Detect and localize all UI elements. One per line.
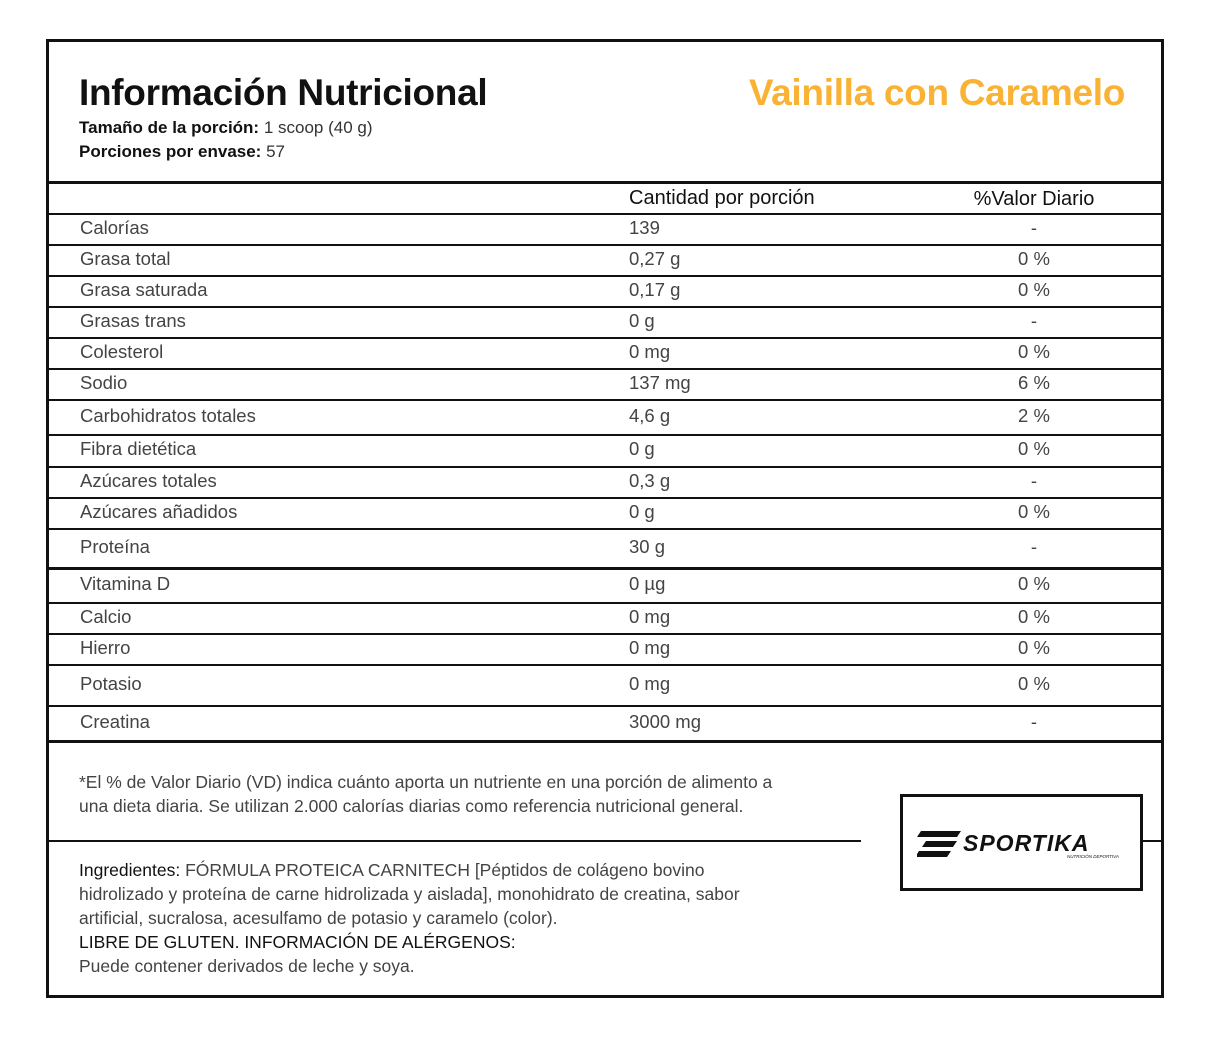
nutrient-name: Colesterol — [80, 340, 164, 362]
logo-tagline: NUTRICIÓN DEPORTIVA — [1067, 854, 1119, 859]
row-divider — [49, 337, 1161, 339]
footnote-line-1: *El % de Valor Diario (VD) indica cuánto aporta un nutriente en una porción de alimento a — [79, 772, 773, 792]
row-divider — [49, 567, 1161, 570]
nutrient-amount: 30 g — [629, 535, 666, 557]
nutrient-daily-value: 0 % — [1018, 636, 1050, 658]
nutrient-daily-value: - — [1030, 710, 1038, 732]
nutrient-name: Creatina — [80, 710, 150, 732]
ingredients-label: Ingredientes: — [79, 860, 181, 880]
header-divider — [49, 181, 1161, 184]
nutrient-daily-value: - — [1030, 216, 1038, 238]
nutrient-amount: 0 mg — [629, 636, 671, 658]
nutrient-amount: 0,27 g — [629, 247, 681, 269]
row-divider — [49, 244, 1161, 246]
nutrient-amount: 0 mg — [629, 672, 671, 694]
servings-value: 57 — [266, 142, 285, 161]
nutrient-amount: 0 µg — [629, 572, 666, 594]
nutrient-daily-value: 2 % — [1018, 404, 1050, 426]
serving-size-label: Tamaño de la porción: — [79, 118, 260, 137]
nutrient-name: Calorías — [80, 216, 149, 238]
nutrient-name: Carbohidratos totales — [80, 404, 256, 426]
sportika-logo-icon — [917, 829, 1129, 859]
nutrient-amount: 0 mg — [629, 605, 671, 627]
nutrient-daily-value: 0 % — [1018, 278, 1050, 300]
nutrient-daily-value: 0 % — [1018, 605, 1050, 627]
label-title: Información Nutricional — [79, 72, 488, 113]
nutrient-name: Grasas trans — [80, 309, 186, 331]
row-divider — [49, 602, 1161, 604]
row-divider — [49, 466, 1161, 468]
col-amount-header: Cantidad por porción — [629, 187, 815, 209]
nutrient-amount: 137 mg — [629, 371, 691, 393]
nutrient-name: Calcio — [80, 605, 132, 627]
ingredients-line-1: FÓRMULA PROTEICA CARNITECH [Péptidos de colágeno bovino — [185, 860, 705, 880]
nutrient-name: Vitamina D — [80, 572, 171, 594]
nutrient-daily-value: - — [1030, 535, 1038, 557]
row-divider — [49, 368, 1161, 370]
row-divider — [49, 705, 1161, 707]
col-dv-header: %Valor Diario — [973, 188, 1095, 210]
nutrient-amount: 139 — [629, 216, 660, 238]
row-divider — [49, 740, 1161, 743]
nutrition-label — [46, 39, 1164, 998]
brand-logo — [900, 794, 1143, 891]
row-divider — [49, 399, 1161, 401]
flavor-name: Vainilla con Caramelo — [748, 72, 1125, 113]
footnote-divider-right — [1143, 840, 1161, 842]
footnote-line-2: una dieta diaria. Se utilizan 2.000 calorías diarias como referencia nutricional general. — [79, 796, 744, 816]
row-divider — [49, 528, 1161, 530]
nutrient-daily-value: 0 % — [1018, 247, 1050, 269]
nutrient-daily-value: 0 % — [1018, 500, 1050, 522]
nutrient-amount: 0,17 g — [629, 278, 681, 300]
table-header-divider — [49, 213, 1161, 215]
row-divider — [49, 275, 1161, 277]
nutrient-daily-value: 0 % — [1018, 340, 1050, 362]
nutrient-name: Azúcares añadidos — [80, 500, 238, 522]
allergen-title: LIBRE DE GLUTEN. INFORMACIÓN DE ALÉRGENOS: — [79, 932, 516, 952]
nutrient-daily-value: 6 % — [1018, 371, 1050, 393]
nutrient-amount: 0,3 g — [629, 469, 671, 491]
nutrient-daily-value: - — [1030, 309, 1038, 331]
serving-size-value: 1 scoop (40 g) — [263, 118, 373, 137]
logo-brand: SPORTIKA — [963, 830, 1090, 856]
footnote — [79, 770, 772, 818]
nutrient-name: Grasa total — [80, 247, 171, 269]
serving-size — [79, 118, 373, 138]
nutrient-daily-value: 0 % — [1018, 438, 1050, 459]
row-divider — [49, 664, 1161, 666]
nutrient-name: Potasio — [80, 672, 142, 694]
row-divider — [49, 434, 1161, 436]
footnote-divider — [49, 840, 861, 842]
nutrient-amount: 0 g — [629, 438, 655, 459]
nutrient-amount: 3000 mg — [629, 710, 701, 732]
nutrient-name: Fibra dietética — [80, 438, 197, 459]
nutrient-amount: 0 mg — [629, 340, 671, 362]
ingredients-line-3: artificial, sucralosa, acesulfamo de potasio y caramelo (color). — [79, 908, 558, 928]
allergen-text: Puede contener derivados de leche y soya. — [79, 956, 415, 976]
nutrient-name: Grasa saturada — [80, 278, 208, 300]
nutrient-daily-value: 0 % — [1018, 572, 1050, 594]
row-divider — [49, 497, 1161, 499]
row-divider — [49, 633, 1161, 635]
ingredients-line-2: hidrolizado y proteína de carne hidrolizada y aislada], monohidrato de creatina, sabor — [79, 884, 740, 904]
nutrient-name: Hierro — [80, 636, 131, 658]
nutrient-amount: 0 g — [629, 500, 655, 522]
nutrient-name: Sodio — [80, 371, 128, 393]
nutrient-amount: 0 g — [629, 309, 655, 331]
servings-label: Porciones por envase: — [79, 142, 262, 161]
servings-per-container — [79, 142, 285, 162]
ingredients — [79, 858, 740, 978]
nutrient-amount: 4,6 g — [629, 404, 671, 426]
nutrient-daily-value: - — [1030, 469, 1038, 491]
nutrient-daily-value: 0 % — [1018, 672, 1050, 694]
nutrient-name: Proteína — [80, 535, 150, 557]
nutrient-name: Azúcares totales — [80, 469, 217, 491]
row-divider — [49, 306, 1161, 308]
